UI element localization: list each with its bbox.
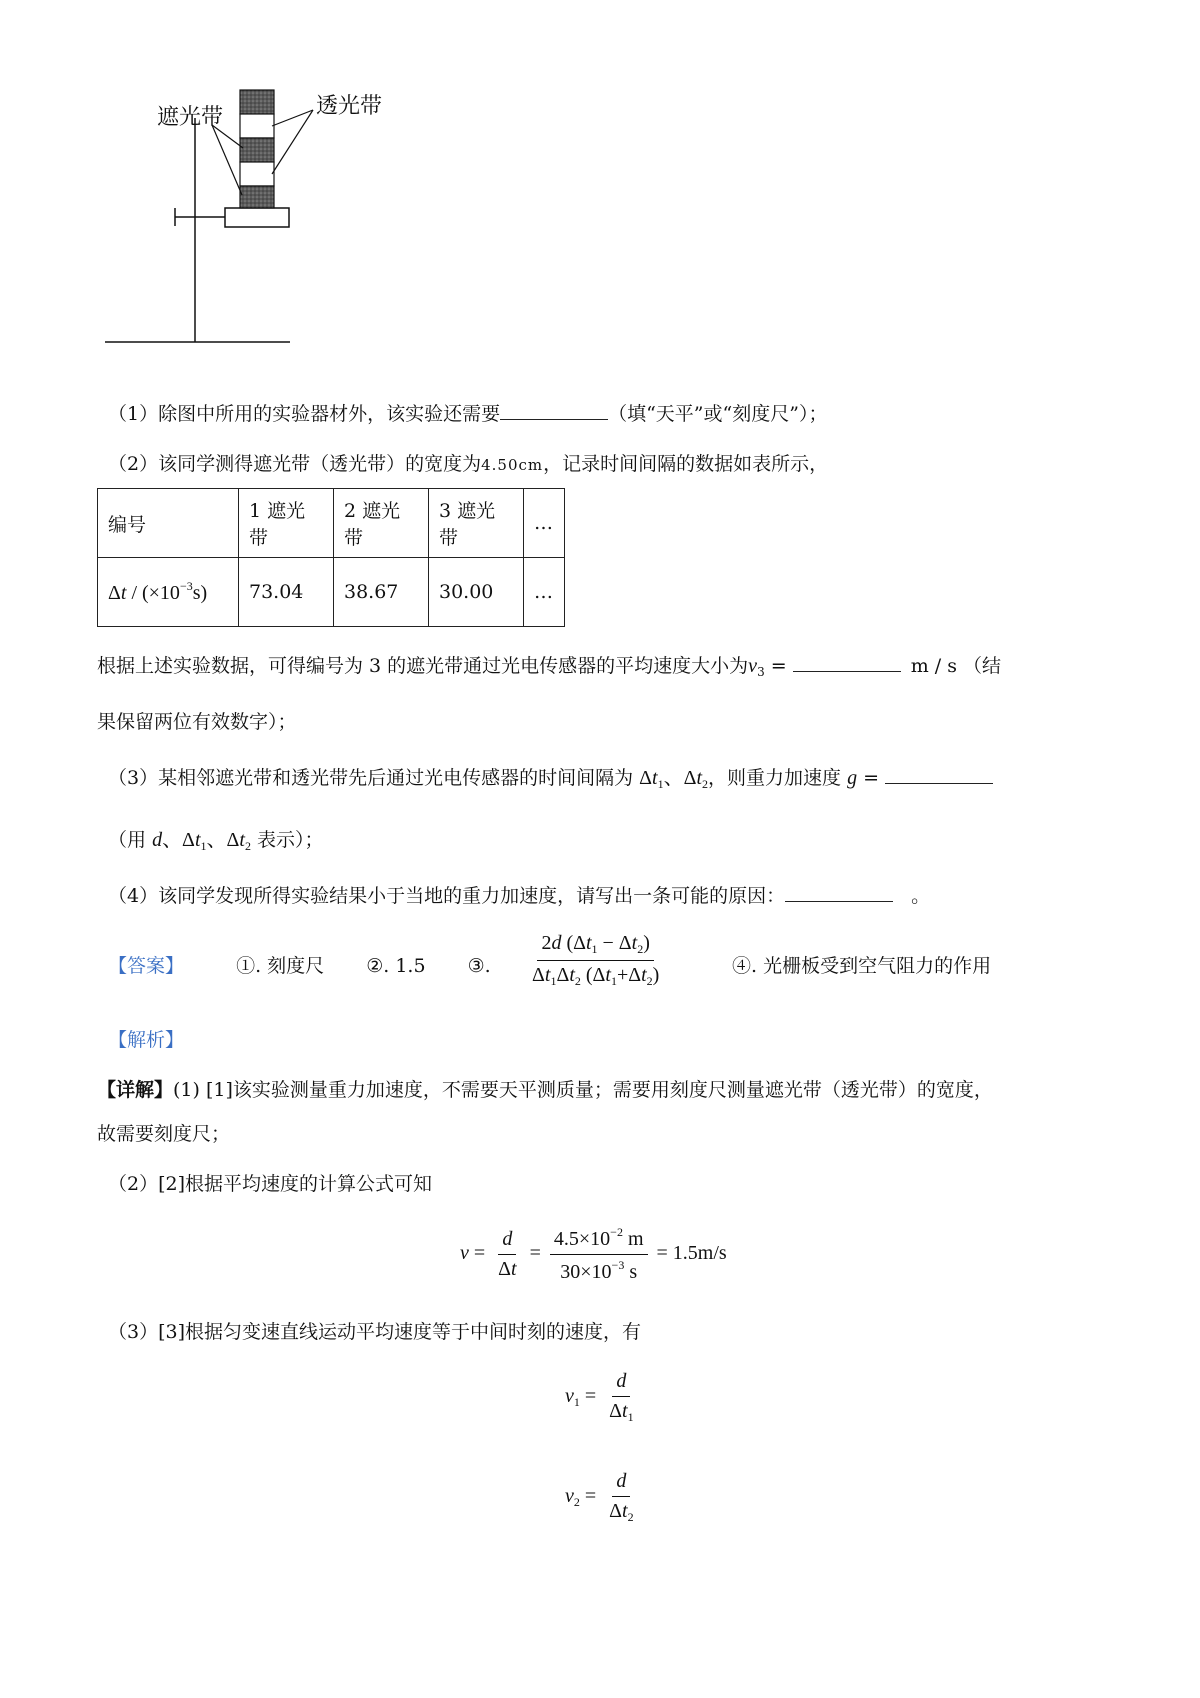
table-cell: 38.67 <box>334 558 429 627</box>
label-clear-band: 透光带 <box>316 94 383 119</box>
answer-row: 【答案】 ①. 刻度尺 ②. 1.5 ③. <box>108 955 491 977</box>
apparatus-diagram <box>100 80 440 350</box>
question-2-velocity-cont: 果保留两位有效数字）； <box>97 711 297 733</box>
question-2-velocity: 根据上述实验数据，可得编号为 3 的遮光带通过光电传感器的平均速度大小为$v_3 = m / s$ （结 <box>97 655 1002 679</box>
v2-equation: $v_2$ = $\frac{d}{\Delta t_2}$ <box>565 1470 634 1524</box>
time-interval-table <box>97 488 565 627</box>
question-3-cont: （用 d、$\Delta t_1$、$\Delta t_2$ 表示）； <box>108 829 324 853</box>
shade-band <box>240 90 274 114</box>
answer-blank-2[interactable] <box>793 653 901 672</box>
answer-3-formula: $\frac{2d (\Delta t_1 - \Delta t_2)}{\Delta t_1\Delta t_2 (\Delta t_1+\Delta t_2)}$ <box>532 932 660 988</box>
velocity-equation: v = $\frac{d}{\Delta t}$ = $\frac{4.5\times 10^{-2} m}{30\times 10^{-3} s}$ = 1.5m/s <box>460 1225 727 1283</box>
clear-band <box>240 114 274 138</box>
grating-plate <box>240 90 274 208</box>
table-row <box>98 489 565 558</box>
table-header-cell: 3 遮光带 <box>429 489 524 558</box>
row-label-delta-t: $\Delta t / (\times 10^{-3}s)$ <box>98 558 239 627</box>
detail-paragraph-cont: 故需要刻度尺； <box>97 1123 231 1145</box>
answer-blank-1[interactable] <box>500 401 608 420</box>
analysis-part-2: （2）[2]根据平均速度的计算公式可知 <box>108 1173 433 1195</box>
answer-tag: 【答案】 <box>108 955 185 977</box>
table-header-cell: … <box>524 489 565 558</box>
label-shade-band: 遮光带 <box>157 105 224 130</box>
question-4: （4）该同学发现所得实验结果小于当地的重力加速度，请写出一条可能的原因： 。 <box>108 885 931 907</box>
question-3: （3）某相邻遮光带和透光带先后通过光电传感器的时间间隔为 $\Delta t_1$、$\Delta t_2$，则重力加速度 g = <box>108 764 993 798</box>
table-header-cell: 2 遮光带 <box>334 489 429 558</box>
question-2: （2）该同学测得遮光带（透光带）的宽度为4.50cm，记录时间间隔的数据如表所示， <box>108 453 829 475</box>
answer-blank-4[interactable] <box>785 883 893 902</box>
shade-band <box>240 138 274 162</box>
answer-4: ④. 光栅板受到空气阻力的作用 <box>732 955 992 977</box>
clear-band <box>240 162 274 186</box>
table-header-cell: 编号 <box>98 489 239 558</box>
table-row <box>98 558 565 627</box>
v1-equation: $v_1$ = $\frac{d}{\Delta t_1}$ <box>565 1370 634 1424</box>
answer-blank-3[interactable] <box>885 765 993 784</box>
analysis-part-3: （3）[3]根据匀变速直线运动平均速度等于中间时刻的速度，有 <box>108 1321 642 1343</box>
detail-paragraph: 【详解】(1) [1]该实验测量重力加速度，不需要天平测质量；需要用刻度尺测量遮光带（透光带）的宽度， <box>97 1079 993 1101</box>
shade-band <box>240 186 274 208</box>
question-1: （1）除图中所用的实验器材外，该实验还需要 （填“天平”或“刻度尺”）； <box>108 403 828 425</box>
table-cell: 30.00 <box>429 558 524 627</box>
photoelectric-sensor <box>225 208 289 227</box>
table-cell: 73.04 <box>239 558 334 627</box>
table-header-cell: 1 遮光带 <box>239 489 334 558</box>
analysis-tag: 【解析】 <box>108 1029 185 1051</box>
table-cell: … <box>524 558 565 627</box>
